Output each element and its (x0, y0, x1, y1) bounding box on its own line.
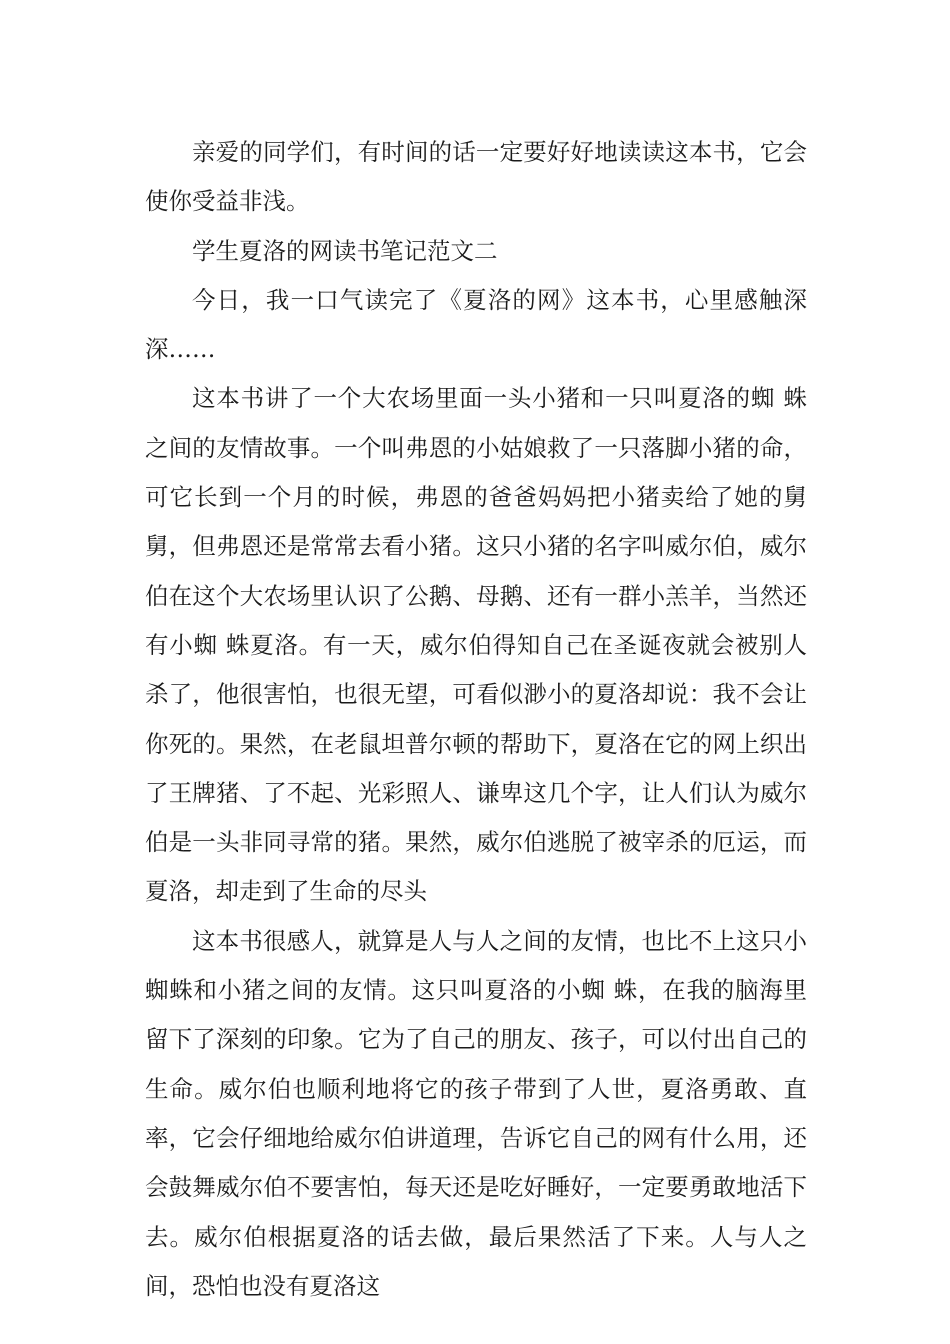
paragraph-intro: 今日，我一口气读完了《夏洛的网》这本书，心里感触深深…… (145, 285, 807, 364)
paragraph-reflection: 这本书很感人，就算是人与人之间的友情，也比不上这只小蜘蛛和小猪之间的友情。这只叫夏洛的小蜘 蛛，在我的脑海里留下了深刻的印象。它为了自己的朋友、孩子，可以付出自己的生命。威尔伯也顺利地将它的孩子带到了人世，夏洛勇敢、直率，它会仔细地给威尔伯讲道理，告诉它自己的网有什么用，还会鼓舞威尔伯不要害怕，每天还是吃好睡好，一定要勇敢地活下去。威尔伯根据夏洛的话去做，最后果然活了下来。人与人之间，恐怕也没有夏洛这 (145, 926, 807, 1300)
section-heading: 学生夏洛的网读书笔记范文二 (192, 236, 498, 265)
paragraph-story-summary: 这本书讲了一个大农场里面一头小猪和一只叫夏洛的蜘 蛛之间的友情故事。一个叫弗恩的小姑娘救了一只落脚小猪的命，可它长到一个月的时候，弗恩的爸爸妈妈把小猪卖给了她的舅舅，但弗恩还是常常去看小猪。这只小猪的名字叫威尔伯，威尔伯在这个大农场里认识了公鹅、母鹅、还有一群小羔羊，当然还有小蜘 蛛夏洛。有一天，威尔伯得知自己在圣诞夜就会被别人杀了，他很害怕，也很无望，可看似渺小的夏洛却说：我不会让你死的。果然，在老鼠坦普尔顿的帮助下，夏洛在它的网上织出了王牌猪、了不起、光彩照人、谦卑这几个字，让人们认为威尔伯是一头非同寻常的猪。果然，威尔伯逃脱了被宰杀的厄运，而夏洛，却走到了生命的尽头 (145, 384, 807, 906)
document-body (145, 128, 807, 1311)
paragraph-closing-advice: 亲爱的同学们，有时间的话一定要好好地读读这本书，它会使你受益非浅。 (145, 138, 807, 216)
